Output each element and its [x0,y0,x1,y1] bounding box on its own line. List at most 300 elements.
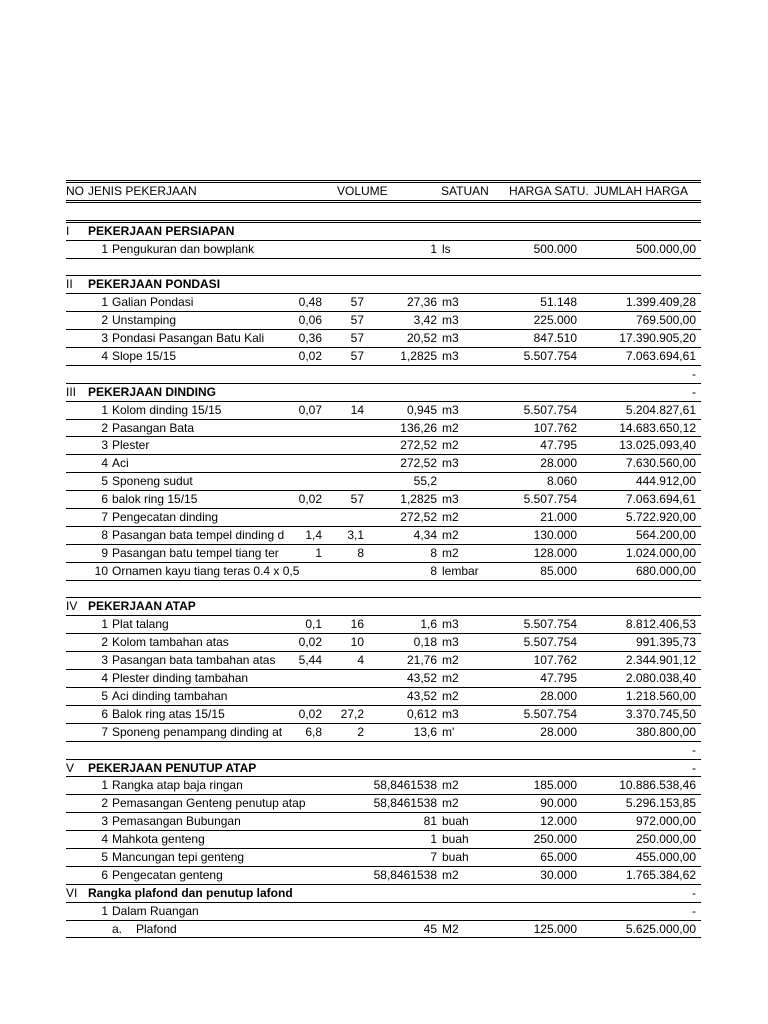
factor-2-cell [328,849,364,866]
item-row [66,688,701,706]
jumlah-cell: 5.722.920,00 [625,510,696,525]
factor-1-cell [292,688,322,705]
item-number: 5 [101,688,108,703]
item-number: 2 [101,313,108,328]
item-row [66,455,701,473]
harga-satuan-cell: 125.000 [533,921,577,936]
item-name: Aci dinding tambahan [112,688,228,703]
factor-2-cell [328,813,364,830]
factor-1-cell: 0,36 [298,331,322,346]
item-row [66,402,701,420]
jumlah-cell: - [692,384,696,399]
header-satuan: SATUAN [441,184,489,198]
item-row [66,509,701,527]
item-name: Aci [112,456,129,471]
item-row [66,706,701,724]
satuan-cell: buah [442,814,469,829]
factor-1-cell [292,777,322,794]
item-row [66,241,701,259]
volume-cell: 1,2825 [400,492,437,507]
factor-2-cell [328,831,364,848]
jumlah-cell: 444.912,00 [635,474,696,489]
factor-2-cell: 57 [350,349,364,364]
jumlah-cell: 5.625.000,00 [625,921,696,936]
item-number: 1 [101,241,108,256]
factor-1-cell [292,813,322,830]
item-row [66,527,701,545]
item-name: Slope 15/15 [112,349,177,364]
section-number: II [66,277,73,292]
item-number: a. [111,921,122,936]
harga-satuan-cell: 51.148 [540,295,577,310]
item-row [66,724,701,742]
item-number: 1 [101,778,108,793]
volume-cell: 3,42 [413,313,437,328]
satuan-cell: m2 [442,527,459,542]
harga-satuan-cell: 250.000 [533,832,577,847]
volume-cell: 55,2 [413,474,437,489]
jumlah-cell: - [692,366,696,381]
item-name: Pondasi Pasangan Batu Kali [112,331,265,346]
section-row [66,598,701,616]
item-name: Unstamping [112,313,177,328]
header-no: NO [66,184,84,198]
item-name: Dalam Ruangan [112,903,199,918]
header-harga-satuan: HARGA SATU. [509,184,589,198]
factor-1-cell [292,473,322,490]
jumlah-cell: 7.063.694,61 [625,349,696,364]
harga-satuan-cell: 107.762 [533,420,577,435]
satuan-cell: m2 [442,438,459,453]
volume-cell: 8 [430,563,437,578]
volume-cell: 27,36 [406,295,437,310]
volume-cell: 7 [430,849,437,864]
harga-satuan-cell: 5.507.754 [523,349,577,364]
factor-1-cell: 0,06 [298,313,322,328]
satuan-cell: m2 [442,671,459,686]
harga-satuan-cell: 65.000 [540,849,577,864]
section-number: III [66,384,77,399]
factor-2-cell: 57 [350,492,364,507]
factor-1-cell [292,670,322,687]
item-row [66,437,701,455]
factor-1-cell [292,455,322,472]
factor-2-cell [328,241,364,258]
item-name: Pengecatan genteng [112,867,223,882]
factor-2-cell: 2 [357,724,364,739]
item-row [66,867,701,885]
factor-1-cell: 0,02 [298,349,322,364]
harga-satuan-cell: 5.507.754 [523,402,577,417]
harga-satuan-cell: 47.795 [540,671,577,686]
harga-satuan-cell: 107.762 [533,653,577,668]
item-name: Balok ring atas 15/15 [112,706,225,721]
factor-1-cell [292,795,322,812]
harga-satuan-cell: 5.507.754 [523,492,577,507]
harga-satuan-cell: 5.507.754 [523,706,577,721]
factor-2-cell: 57 [350,331,364,346]
factor-2-cell [328,921,364,938]
volume-cell: 272,52 [400,510,437,525]
volume-cell: 13,6 [413,724,437,739]
satuan-cell: lembar [442,563,479,578]
item-name: Sponeng sudut [112,474,193,489]
harga-satuan-cell: 47.795 [540,438,577,453]
jumlah-cell: 7.063.694,61 [625,492,696,507]
item-row [66,491,701,509]
section-number: I [66,223,70,238]
factor-1-cell [292,903,322,920]
factor-1-cell [292,241,322,258]
harga-satuan-cell: 28.000 [540,724,577,739]
harga-satuan-cell: 185.000 [533,778,577,793]
section-number: IV [66,599,78,614]
satuan-cell: m' [442,724,455,739]
harga-satuan-cell: 28.000 [540,456,577,471]
item-number: 4 [101,456,108,471]
satuan-cell: m3 [442,349,459,364]
section-number: V [66,760,75,775]
jumlah-cell: 1.024.000,00 [625,545,696,560]
item-number: 1 [101,903,108,918]
item-name: Ornamen kayu tiang teras 0.4 x 0,5 [112,563,300,578]
factor-2-cell: 10 [350,635,364,650]
harga-satuan-cell: 847.510 [533,331,577,346]
item-number: 5 [101,849,108,864]
item-number: 7 [101,510,108,525]
factor-2-cell [328,563,364,580]
satuan-cell [442,473,502,490]
harga-satuan-cell [506,903,577,920]
satuan-cell: m3 [442,313,459,328]
jumlah-cell: - [692,885,696,900]
blank-row [66,203,701,223]
item-row [66,294,701,312]
item-name: Plester [112,438,150,453]
harga-satuan-cell: 5.507.754 [523,635,577,650]
section-row [66,760,701,778]
item-name: Kolom tambahan atas [112,635,229,650]
jumlah-cell: 10.886.538,46 [619,778,696,793]
item-number: 8 [101,527,108,542]
volume-cell: 272,52 [400,438,437,453]
jumlah-cell: 1.218.560,00 [625,688,696,703]
jumlah-cell: 17.390.905,20 [619,331,696,346]
volume-cell: 0,18 [413,635,437,650]
factor-2-cell [328,777,364,794]
jumlah-cell: - [692,760,696,775]
jumlah-cell: 2.344.901,12 [625,653,696,668]
item-number: 1 [101,617,108,632]
volume-cell: 8 [430,545,437,560]
section-title: PEKERJAAN ATAP [88,599,196,614]
item-name: Pasangan bata tambahan atas [112,653,276,668]
blank-row [66,581,701,599]
jumlah-cell: 455.000,00 [635,849,696,864]
item-row [66,312,701,330]
volume-cell: 1,2825 [400,349,437,364]
jumlah-cell: 680.000,00 [635,563,696,578]
volume-cell: 1 [430,832,437,847]
header-jumlah-harga: JUMLAH HARGA [594,184,689,198]
volume-cell: 21,76 [406,653,437,668]
item-row [66,563,701,581]
factor-1-cell [292,867,322,884]
harga-satuan-cell: 21.000 [540,510,577,525]
factor-1-cell [292,831,322,848]
factor-2-cell: 4 [357,653,364,668]
section-title: PEKERJAAN PONDASI [88,277,221,292]
item-name: Galian Pondasi [112,295,194,310]
jumlah-cell: 380.800,00 [635,724,696,739]
factor-2-cell: 3,1 [347,527,364,542]
volume-cell: 58,8461538 [373,867,437,882]
item-name: Plester dinding tambahan [112,671,249,686]
factor-1-cell: 0,02 [298,635,322,650]
volume-cell: 0,945 [406,402,437,417]
factor-1-cell: 0,02 [298,706,322,721]
item-number: 3 [101,814,108,829]
satuan-cell: m3 [442,402,459,417]
jumlah-cell: - [692,903,696,918]
harga-satuan-cell: 128.000 [533,545,577,560]
item-number: 1 [101,295,108,310]
factor-2-cell [328,903,364,920]
item-number: 6 [101,492,108,507]
item-name: Pemasangan Bubungan [112,814,241,829]
item-name: Mancungan tepi genteng [112,849,245,864]
factor-2-cell [328,437,364,454]
item-number: 10 [94,563,108,578]
item-row [66,330,701,348]
factor-1-cell: 0,02 [298,492,322,507]
factor-2-cell [328,795,364,812]
jumlah-cell: 1.765.384,62 [625,867,696,882]
header-jenis: JENIS PEKERJAAN [88,184,197,198]
item-row [66,420,701,438]
section-title: PEKERJAAN PERSIAPAN [88,223,235,238]
volume-cell [364,903,437,920]
item-row [66,634,701,652]
satuan-cell: m2 [442,796,459,811]
factor-2-cell: 27,2 [340,706,364,721]
item-name: balok ring 15/15 [112,492,198,507]
jumlah-cell: 991.395,73 [635,635,696,650]
sub-item-row [66,921,701,939]
factor-2-cell: 8 [357,545,364,560]
satuan-cell: buah [442,832,469,847]
item-number: 9 [101,545,108,560]
item-row [66,903,701,921]
item-number: 3 [101,438,108,453]
item-name: Pengecatan dinding [112,510,219,525]
factor-2-cell: 14 [350,402,364,417]
item-number: 3 [101,653,108,668]
subtotal-row [66,742,701,760]
item-name: Kolom dinding 15/15 [112,402,222,417]
jumlah-cell: 5.204.827,61 [625,402,696,417]
factor-1-cell [292,420,322,437]
factor-1-cell: 1 [315,545,322,560]
volume-cell: 272,52 [400,456,437,471]
item-name: Sponeng penampang dinding at [112,724,283,739]
harga-satuan-cell: 5.507.754 [523,617,577,632]
item-number: 1 [101,402,108,417]
section-row [66,885,701,903]
satuan-cell: ls [442,241,451,256]
item-name: Rangka atap baja ringan [112,778,243,793]
item-row [66,670,701,688]
item-number: 3 [101,331,108,346]
item-number: 2 [101,635,108,650]
satuan-cell: m3 [442,635,459,650]
satuan-cell: m2 [442,545,459,560]
item-number: 2 [101,796,108,811]
table-header-row [66,180,701,203]
factor-2-cell [328,473,364,490]
jumlah-cell: 2.080.038,40 [625,671,696,686]
item-number: 7 [101,724,108,739]
item-name: Pemasangan Genteng penutup atap [112,796,306,811]
jumlah-cell: 500.000,00 [635,241,696,256]
volume-cell: 43,52 [406,688,437,703]
item-name: Plafond [136,921,177,936]
satuan-cell: m2 [442,420,459,435]
jumlah-cell: 564.200,00 [635,527,696,542]
jumlah-cell: 13.025.093,40 [619,438,696,453]
item-number: 4 [101,832,108,847]
factor-1-cell [292,849,322,866]
jumlah-cell: - [692,742,696,757]
satuan-cell [442,903,502,920]
section-row [66,276,701,294]
header-volume: VOLUME [337,184,388,198]
item-name: Pasangan batu tempel tiang ter [112,545,279,560]
item-name: Mahkota genteng [112,832,205,847]
harga-satuan-cell: 225.000 [533,313,577,328]
satuan-cell: m3 [442,706,459,721]
section-title: PEKERJAAN DINDING [88,384,217,399]
volume-cell: 1 [430,241,437,256]
item-number: 2 [101,420,108,435]
section-title: PEKERJAAN PENUTUP ATAP [88,760,257,775]
item-number: 6 [101,706,108,721]
satuan-cell: m2 [442,867,459,882]
section-row [66,384,701,402]
factor-2-cell: 57 [350,313,364,328]
item-number: 4 [101,349,108,364]
satuan-cell: m3 [442,456,459,471]
jumlah-cell: 3.370.745,50 [625,706,696,721]
factor-1-cell [292,509,322,526]
item-number: 6 [101,867,108,882]
subtotal-row [66,366,701,384]
jumlah-cell: 972.000,00 [635,814,696,829]
item-number: 4 [101,671,108,686]
item-name: Pasangan Bata [112,420,195,435]
volume-cell: 20,52 [406,331,437,346]
factor-2-cell: 16 [350,617,364,632]
harga-satuan-cell: 28.000 [540,688,577,703]
item-row [66,545,701,563]
harga-satuan-cell: 12.000 [540,814,577,829]
item-row [66,777,701,795]
volume-cell: 0,612 [406,706,437,721]
satuan-cell: m2 [442,778,459,793]
jumlah-cell: 7.630.560,00 [625,456,696,471]
item-name: Pasangan bata tempel dinding d [112,527,285,542]
item-name: Pengukuran dan bowplank [112,241,255,256]
factor-2-cell [328,867,364,884]
blank-row [66,259,701,277]
jumlah-cell: 8.812.406,53 [625,617,696,632]
factor-1-cell: 0,48 [298,295,322,310]
item-row [66,348,701,366]
factor-2-cell [328,670,364,687]
satuan-cell: m2 [442,688,459,703]
factor-2-cell: 57 [350,295,364,310]
jumlah-cell: 1.399.409,28 [625,295,696,310]
factor-1-cell [292,437,322,454]
factor-2-cell [328,688,364,705]
volume-cell: 81 [423,814,437,829]
satuan-cell: m3 [442,617,459,632]
satuan-cell: m2 [442,653,459,668]
factor-1-cell: 5,44 [298,653,322,668]
harga-satuan-cell: 90.000 [540,796,577,811]
harga-satuan-cell: 30.000 [540,867,577,882]
volume-cell: 58,8461538 [373,796,437,811]
factor-1-cell: 6,8 [305,724,322,739]
item-row [66,831,701,849]
factor-2-cell [328,420,364,437]
rab-table [66,180,701,938]
section-title: Rangka plafond dan penutup lafond [88,885,293,900]
item-row [66,616,701,634]
harga-satuan-cell: 8.060 [546,474,577,489]
satuan-cell: m2 [442,510,459,525]
harga-satuan-cell: 500.000 [533,241,577,256]
volume-cell: 4,34 [413,527,437,542]
jumlah-cell: 14.683.650,12 [619,420,696,435]
factor-1-cell: 0,07 [298,402,322,417]
factor-1-cell [292,921,322,938]
item-row [66,473,701,491]
factor-1-cell [292,563,322,580]
harga-satuan-cell: 85.000 [540,563,577,578]
item-number: 5 [101,474,108,489]
section-row [66,223,701,241]
factor-2-cell [328,455,364,472]
satuan-cell: M2 [442,921,459,936]
item-row [66,813,701,831]
factor-1-cell: 0,1 [305,617,322,632]
item-row [66,849,701,867]
volume-cell: 136,26 [400,420,437,435]
item-name: Plat talang [112,617,169,632]
volume-cell: 45 [423,921,437,936]
jumlah-cell: 769.500,00 [635,313,696,328]
item-row [66,795,701,813]
satuan-cell: buah [442,849,469,864]
satuan-cell: m3 [442,331,459,346]
satuan-cell: m3 [442,295,459,310]
item-row [66,652,701,670]
satuan-cell: m3 [442,492,459,507]
volume-cell: 58,8461538 [373,778,437,793]
factor-1-cell: 1,4 [305,527,322,542]
section-number: VI [66,885,78,900]
